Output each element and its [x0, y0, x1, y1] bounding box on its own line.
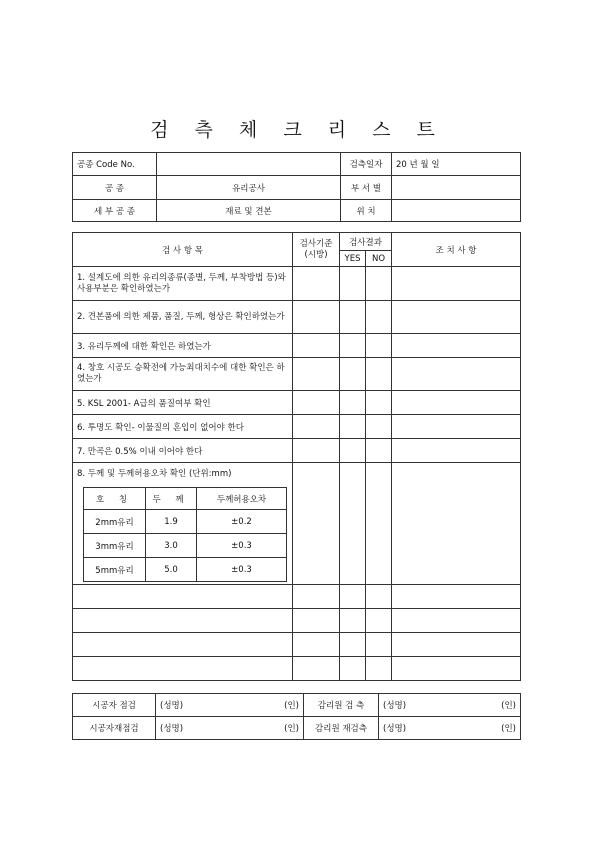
standard-cell[interactable]: [293, 358, 340, 391]
no-cell[interactable]: [366, 391, 392, 415]
supervisor-reinspect-label: 감리원 재검측: [304, 717, 379, 740]
no-cell[interactable]: [366, 633, 392, 657]
standard-cell[interactable]: [293, 609, 340, 633]
signature-table: [72, 693, 521, 740]
col-standard-header: 검사기준 (시방): [293, 233, 340, 267]
thickness-cell: 3mm유리: [84, 534, 146, 558]
checklist-item: 7. 만곡은 0.5% 이내 이어야 한다: [73, 439, 293, 463]
header-table: [72, 152, 521, 222]
yes-cell[interactable]: [340, 358, 366, 391]
supervisor-inspect-sign[interactable]: [379, 694, 521, 717]
no-cell[interactable]: [366, 609, 392, 633]
detail-label: 세 부 공 종: [73, 200, 157, 222]
col-item-header: 검 사 항 목: [73, 233, 293, 267]
checklist-item: 2. 견본품에 의한 제품, 품질, 두께, 형상은 확인하였는가: [73, 301, 293, 334]
standard-cell[interactable]: [293, 334, 340, 358]
seal-label: (인): [501, 701, 516, 711]
action-cell[interactable]: [392, 391, 521, 415]
col-action-header: 조 치 사 항: [392, 233, 521, 267]
standard-cell[interactable]: [293, 301, 340, 334]
contractor-check-sign[interactable]: [156, 694, 304, 717]
thickness-cell: ±0.3: [197, 534, 287, 558]
contractor-check-label: 시공자 점검: [73, 694, 156, 717]
action-cell[interactable]: [392, 267, 521, 301]
sign-name-label: (성명): [160, 701, 184, 711]
action-cell[interactable]: [392, 633, 521, 657]
no-cell[interactable]: [366, 585, 392, 609]
sign-name-label: (성명): [383, 724, 407, 734]
empty-item-cell[interactable]: [73, 609, 293, 633]
standard-cell[interactable]: [293, 463, 340, 585]
action-cell[interactable]: [392, 585, 521, 609]
sign-name-label: (성명): [160, 724, 184, 734]
date-label: 검측일자: [341, 153, 392, 176]
empty-item-cell[interactable]: [73, 657, 293, 681]
yes-cell[interactable]: [340, 334, 366, 358]
date-value[interactable]: 20 년 월 일: [392, 153, 521, 176]
col-yes-header: YES: [340, 251, 366, 267]
work-label: 공 종: [73, 176, 157, 200]
code-value[interactable]: [157, 153, 341, 176]
no-cell[interactable]: [366, 334, 392, 358]
empty-item-cell[interactable]: [73, 633, 293, 657]
standard-cell[interactable]: [293, 267, 340, 301]
code-label: 공종 Code No.: [73, 153, 157, 176]
thickness-table: [83, 487, 287, 582]
checklist-item: 5. KSL 2001- A급의 품질여부 확인: [73, 391, 293, 415]
standard-cell[interactable]: [293, 585, 340, 609]
thickness-header: 호 칭: [84, 488, 146, 510]
standard-cell[interactable]: [293, 633, 340, 657]
page-title: 검 측 체 크 리 스 트: [150, 119, 445, 141]
yes-cell[interactable]: [340, 609, 366, 633]
contractor-recheck-sign[interactable]: [156, 717, 304, 740]
no-cell[interactable]: [366, 439, 392, 463]
thickness-cell: ±0.3: [197, 558, 287, 582]
supervisor-reinspect-sign[interactable]: [379, 717, 521, 740]
supervisor-inspect-label: 감리원 검 측: [304, 694, 379, 717]
thickness-header: 두 께: [146, 488, 197, 510]
yes-cell[interactable]: [340, 301, 366, 334]
seal-label: (인): [284, 724, 299, 734]
thickness-cell: 1.9: [146, 510, 197, 534]
no-cell[interactable]: [366, 358, 392, 391]
thickness-cell: 3.0: [146, 534, 197, 558]
no-cell[interactable]: [366, 301, 392, 334]
location-label: 위 치: [341, 200, 392, 222]
checklist-table: [72, 232, 521, 681]
thickness-cell: ±0.2: [197, 510, 287, 534]
detail-value[interactable]: 재료 및 견본: [157, 200, 341, 222]
thickness-cell: 5.0: [146, 558, 197, 582]
action-cell[interactable]: [392, 463, 521, 585]
no-cell[interactable]: [366, 463, 392, 585]
action-cell[interactable]: [392, 301, 521, 334]
col-no-header: NO: [366, 251, 392, 267]
standard-cell[interactable]: [293, 439, 340, 463]
no-cell[interactable]: [366, 657, 392, 681]
seal-label: (인): [501, 724, 516, 734]
col-result-header: 검사결과: [340, 233, 392, 251]
yes-cell[interactable]: [340, 657, 366, 681]
action-cell[interactable]: [392, 334, 521, 358]
work-value[interactable]: 유리공사: [157, 176, 341, 200]
action-cell[interactable]: [392, 415, 521, 439]
checklist-item-thickness: [73, 463, 293, 585]
action-cell[interactable]: [392, 609, 521, 633]
sign-name-label: (성명): [383, 701, 407, 711]
standard-cell[interactable]: [293, 415, 340, 439]
contractor-recheck-label: 시공자재점검: [73, 717, 156, 740]
checklist-item: 1. 설계도에 의한 유리의종류(종별, 두께, 부착방법 등)와 사용부분은 확인하였는가: [73, 267, 293, 301]
dept-value[interactable]: [392, 176, 521, 200]
yes-cell[interactable]: [340, 391, 366, 415]
standard-cell[interactable]: [293, 657, 340, 681]
yes-cell[interactable]: [340, 267, 366, 301]
action-cell[interactable]: [392, 657, 521, 681]
action-cell[interactable]: [392, 358, 521, 391]
yes-cell[interactable]: [340, 439, 366, 463]
no-cell[interactable]: [366, 267, 392, 301]
thickness-header: 두께허용오차: [197, 488, 287, 510]
yes-cell[interactable]: [340, 633, 366, 657]
standard-cell[interactable]: [293, 391, 340, 415]
checklist-item: 3. 유리두께에 대한 확인은 하였는가: [73, 334, 293, 358]
checklist-item: 4. 창호 시공도 승확전에 가능최대치수에 대한 확인은 하였는가: [73, 358, 293, 391]
yes-cell[interactable]: [340, 463, 366, 585]
thickness-cell: 2mm유리: [84, 510, 146, 534]
thickness-cell: 5mm유리: [84, 558, 146, 582]
location-value[interactable]: [392, 200, 521, 222]
seal-label: (인): [284, 701, 299, 711]
yes-cell[interactable]: [340, 585, 366, 609]
dept-label: 부 서 별: [341, 176, 392, 200]
checklist-item: 8. 두께 및 두께허용오차 확인 (단위:mm): [77, 469, 232, 479]
no-cell[interactable]: [366, 415, 392, 439]
action-cell[interactable]: [392, 439, 521, 463]
empty-item-cell[interactable]: [73, 585, 293, 609]
yes-cell[interactable]: [340, 415, 366, 439]
checklist-item: 6. 투명도 확인- 이물질의 혼입이 없어야 한다: [73, 415, 293, 439]
